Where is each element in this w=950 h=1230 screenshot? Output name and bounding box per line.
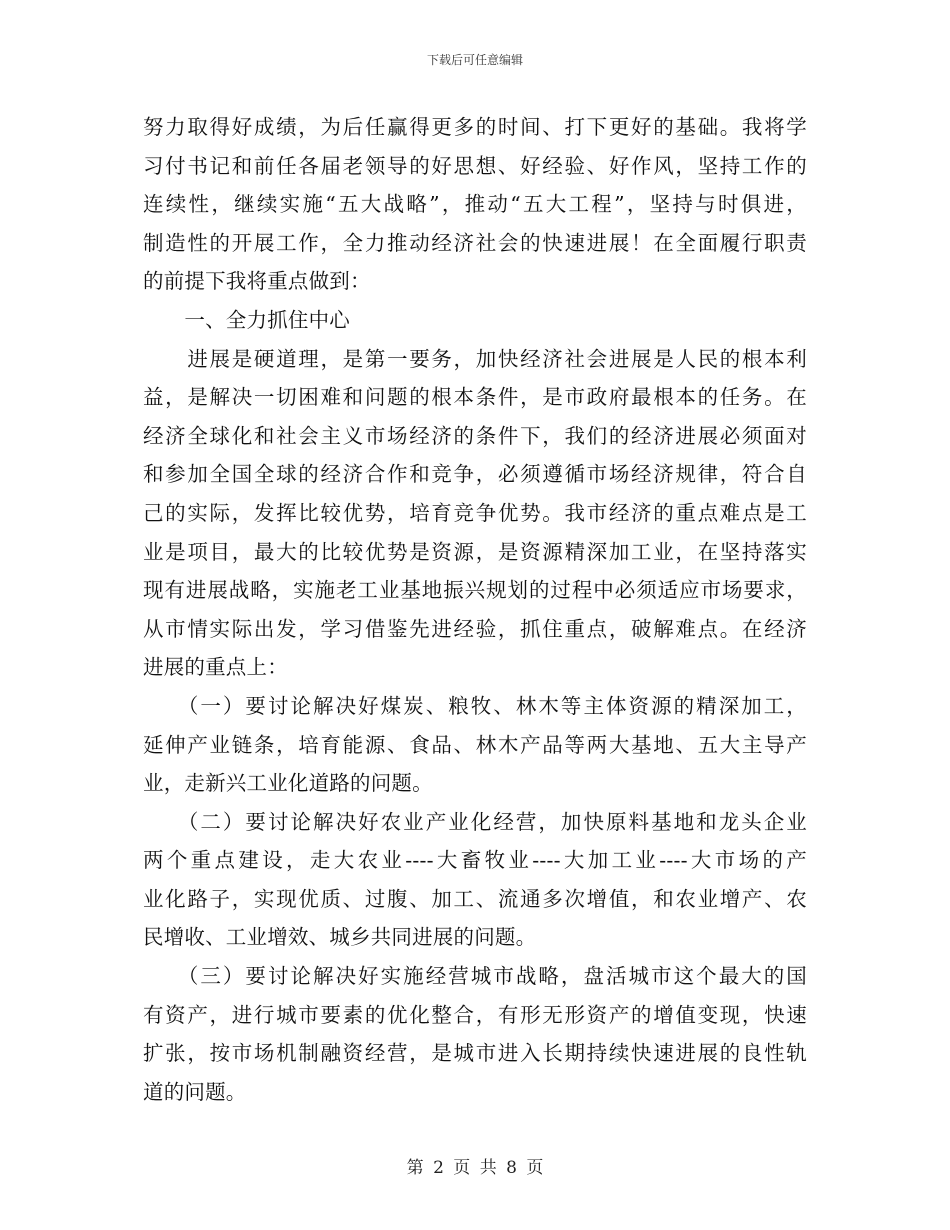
- text-line: 进展的重点上：: [143, 655, 288, 680]
- text-line: 现有进展战略，实施老工业基地振兴规划的过程中必须适应市场要求，: [143, 578, 807, 603]
- text-line: 和参加全国全球的经济合作和竞争，必须遵循市场经济规律，符合自: [143, 462, 807, 487]
- text-line: 习付书记和前任各届老领导的好思想、好经验、好作风，坚持工作的: [143, 153, 807, 178]
- page-header: 下载后可任意编辑: [426, 53, 523, 67]
- page-number: 第 2 页 共 8 页: [406, 1158, 544, 1178]
- document-body: [143, 108, 807, 1111]
- text-line: 的前提下我将重点做到：: [143, 269, 371, 294]
- text-line: 扩张，按市场机制融资经营，是城市进入长期持续快速进展的良性轨: [143, 1041, 807, 1066]
- section-heading: 一、全力抓住中心: [143, 307, 350, 332]
- text-line: 有资产，进行城市要素的优化整合，有形无形资产的增值变现，快速: [143, 1002, 807, 1027]
- text-line: 从市情实际出发，学习借鉴先进经验，抓住重点，破解难点。在经济: [143, 616, 807, 641]
- text-line: 业化路子，实现优质、过腹、加工、流通多次增值，和农业增产、农: [143, 886, 807, 911]
- text-line: 两个重点建设，走大农业----大畜牧业----大加工业----大市场的产: [143, 848, 807, 873]
- text-line: （三）要讨论解决好实施经营城市战略，盘活城市这个最大的国: [143, 964, 807, 989]
- text-line: （二）要讨论解决好农业产业化经营，加快原料基地和龙头企业: [143, 809, 807, 834]
- text-line: 道的问题。: [143, 1079, 247, 1104]
- text-line: 己的实际，发挥比较优势，培育竞争优势。我市经济的重点难点是工: [143, 500, 807, 525]
- text-line: 连续性，继续实施“五大战略”，推动“五大工程”，坚持与时俱进，: [143, 192, 807, 217]
- text-line: 努力取得好成绩，为后任赢得更多的时间、打下更好的基础。我将学: [143, 115, 807, 139]
- text-line: 益，是解决一切困难和问题的根本条件，是市政府最根本的任务。在: [143, 385, 807, 410]
- text-line: 民增收、工业增效、城乡共同进展的问题。: [143, 925, 537, 950]
- text-line: 业是项目，最大的比较优势是资源，是资源精深加工业，在坚持落实: [143, 539, 807, 564]
- text-line: 经济全球化和社会主义市场经济的条件下，我们的经济进展必须面对: [143, 423, 807, 448]
- text-line: 制造性的开展工作，全力推动经济社会的快速进展！在全面履行职责: [143, 230, 807, 255]
- text-line: （一）要讨论解决好煤炭、粮牧、林木等主体资源的精深加工，: [143, 693, 807, 718]
- text-line: 进展是硬道理，是第一要务，加快经济社会进展是人民的根本利: [143, 346, 807, 371]
- text-line: 业，走新兴工业化道路的问题。: [143, 771, 433, 796]
- text-line: 延伸产业链条，培育能源、食品、林木产品等两大基地、五大主导产: [143, 732, 807, 757]
